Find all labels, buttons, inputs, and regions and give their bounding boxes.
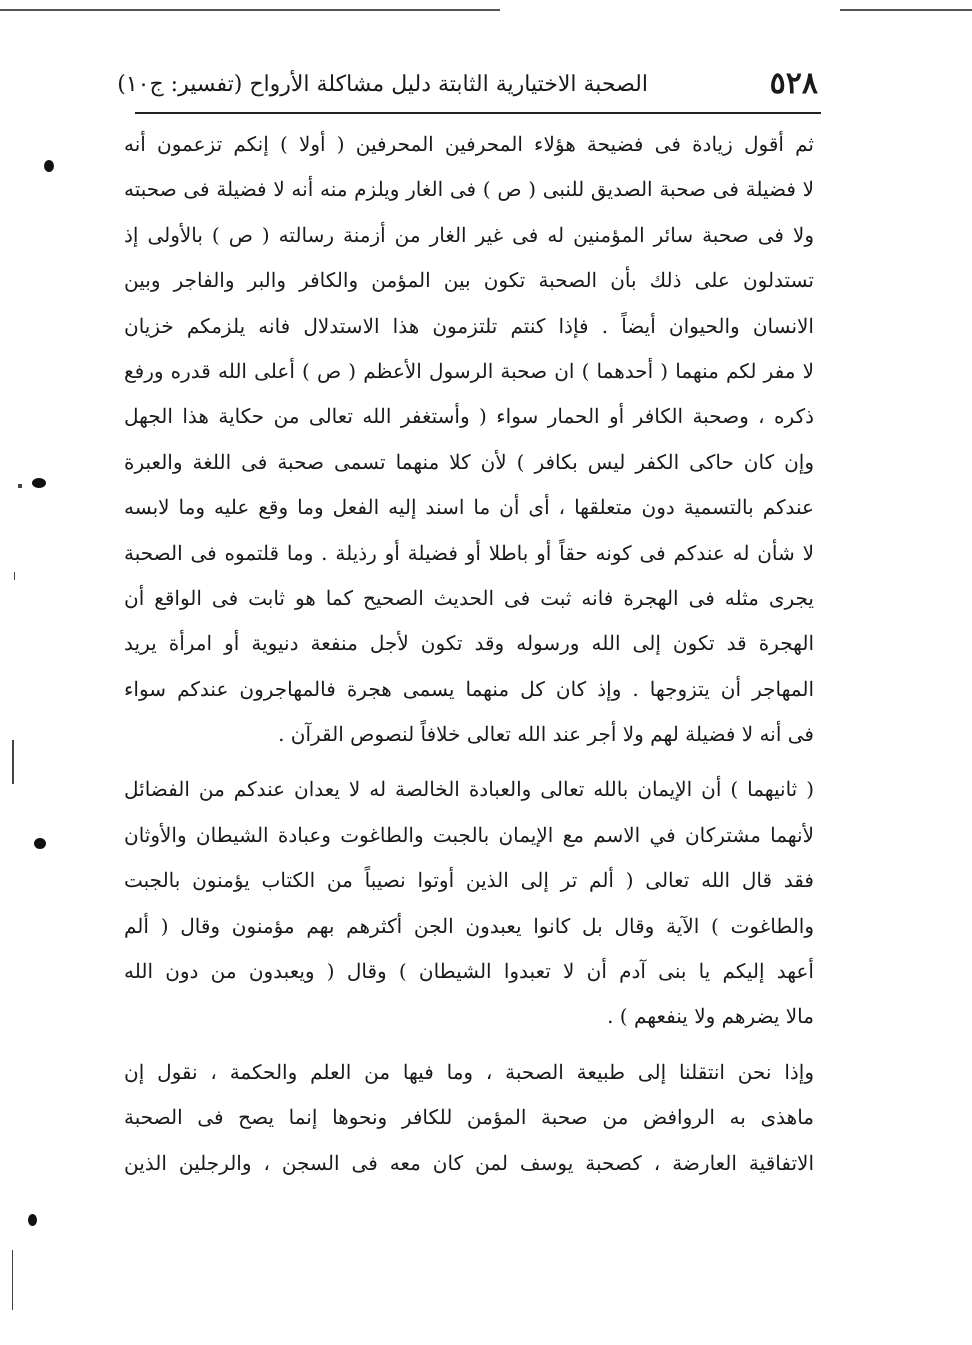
text-line: وإذا نحن انتقلنا إلى طبيعة الصحبة ، وما فيها من العلم والحكمة ، نقول إن [124, 1059, 814, 1084]
page-header [117, 66, 818, 110]
text-line: الهجرة قد تكون إلى الله ورسوله وقد تكون لأجل منفعة دنيوية أو امرأة يريد [124, 631, 814, 656]
paragraph-3 [124, 1050, 814, 1186]
text-line: عندكم بالتسمية دون متعلقها ، أى أن ما اسند إليه الفعل وما وقع عليه وما لابسه [124, 495, 814, 520]
body-text [124, 122, 814, 1186]
text-line: يجرى مثله فى الهجرة فانه ثبت فى الحديث الصحيح كما هو ثابت فى الواقع أن [124, 585, 814, 610]
text-line: لا مفر لكم منهما ( أحدهما ) ان صحبة الرسول الأعظم ( ص ) أعلى الله قدره ورفع [124, 358, 814, 383]
text-line: الاتفاقية العارضة ، كصحبة يوسف لمن كان معه فى السجن ، والرجلين الذين [124, 1150, 814, 1175]
text-line: ذكره ، وصحبة الكافر أو الحمار سواء ( وأستغفر الله تعالى من حكاية هذا الجهل [124, 404, 814, 429]
top-edge-rule-left [0, 9, 500, 11]
scan-speck [34, 838, 46, 849]
scan-speck [44, 160, 54, 172]
text-line: ماهذى به الروافض من صحبة المؤمن للكافر ونحوها إنما يصح فى الصحبة [124, 1105, 814, 1130]
running-title: الصحبة الاختيارية الثابتة دليل مشاكلة الأرواح (تفسير: ج١٠) [117, 72, 648, 97]
scan-speck [14, 572, 15, 580]
scan-speck [12, 740, 14, 784]
text-line: ( ثانيهما ) أن الإيمان بالله تعالى والعبادة الخالصة له لا يعدان عندكم من الفضائل [124, 777, 814, 802]
paragraph-1 [124, 122, 814, 757]
text-line: تستدلون على ذلك بأن الصحبة تكون بين المؤمن والكافر والبر والفاجر وبين [124, 268, 814, 293]
text-line: لا فضيلة فى صحبة الصديق للنبى ( ص ) فى الغار ويلزم منه أنه لا فضيلة فى صحبته [124, 177, 814, 202]
scan-speck [32, 478, 46, 488]
text-line: والطاغوت ) الآية وقال بل كانوا يعبدون الجن أكثرهم بهم مؤمنون وقال ( ألم [124, 913, 814, 938]
header-rule [135, 112, 821, 114]
scan-speck [28, 1214, 37, 1226]
scan-speck [12, 1250, 13, 1310]
text-line: ثم أقول زيادة فى فضيحة هؤلاء المحرفين المحرفين ( أولا ) إنكم تزعمون أنه [124, 132, 814, 156]
text-line: لا شأن له عندكم فى كونه حقاً أو باطلا أو فضيلة أو رذيلة . وما قلتموه فى الصحبة [124, 540, 814, 565]
scan-speck [18, 484, 22, 488]
page-number: ٥٢٨ [769, 66, 818, 101]
text-line: الانسان والحيوان أيضاً . فإذا كنتم تلتزمون هذا الاستدلال فانه يلزمكم خزيان [124, 313, 814, 338]
text-line: فقد قال الله تعالى ( ألم تر إلى الذين أوتوا نصيباً من الكتاب يؤمنون بالجبت [124, 868, 814, 893]
text-line: مالا يضرهم ولا ينفعهم ) . [607, 1004, 814, 1029]
text-line: فى أنه لا فضيلة لهم ولا أجر عند الله تعالى خلافاً لنصوص القرآن . [278, 722, 814, 747]
text-line: ولا فى صحبة سائر المؤمنين له فى غير الغار من أزمنة رسالته ( ص ) بالأولى إذ [124, 222, 814, 247]
text-line: المهاجر أن يتزوجها . وإذ كان كل منهما يسمى هجرة فالمهاجرون عندكم سواء [124, 676, 814, 701]
top-edge-rule-right [840, 9, 972, 11]
text-line: لأنهما مشتركان في الاسم مع الإيمان بالجبت والطاغوت وعبادة الشيطان والأوثان [124, 822, 814, 847]
text-line: أعهد إليكم يا بنى آدم أن لا تعبدوا الشيطان ) وقال ( ويعبدون من دون الله [124, 959, 814, 984]
paragraph-2 [124, 767, 814, 1039]
text-line: وإن كان حاكى الكفر ليس بكافر ) لأن كلا منهما تسمى صحبة فى اللغة والعبرة [124, 449, 814, 474]
